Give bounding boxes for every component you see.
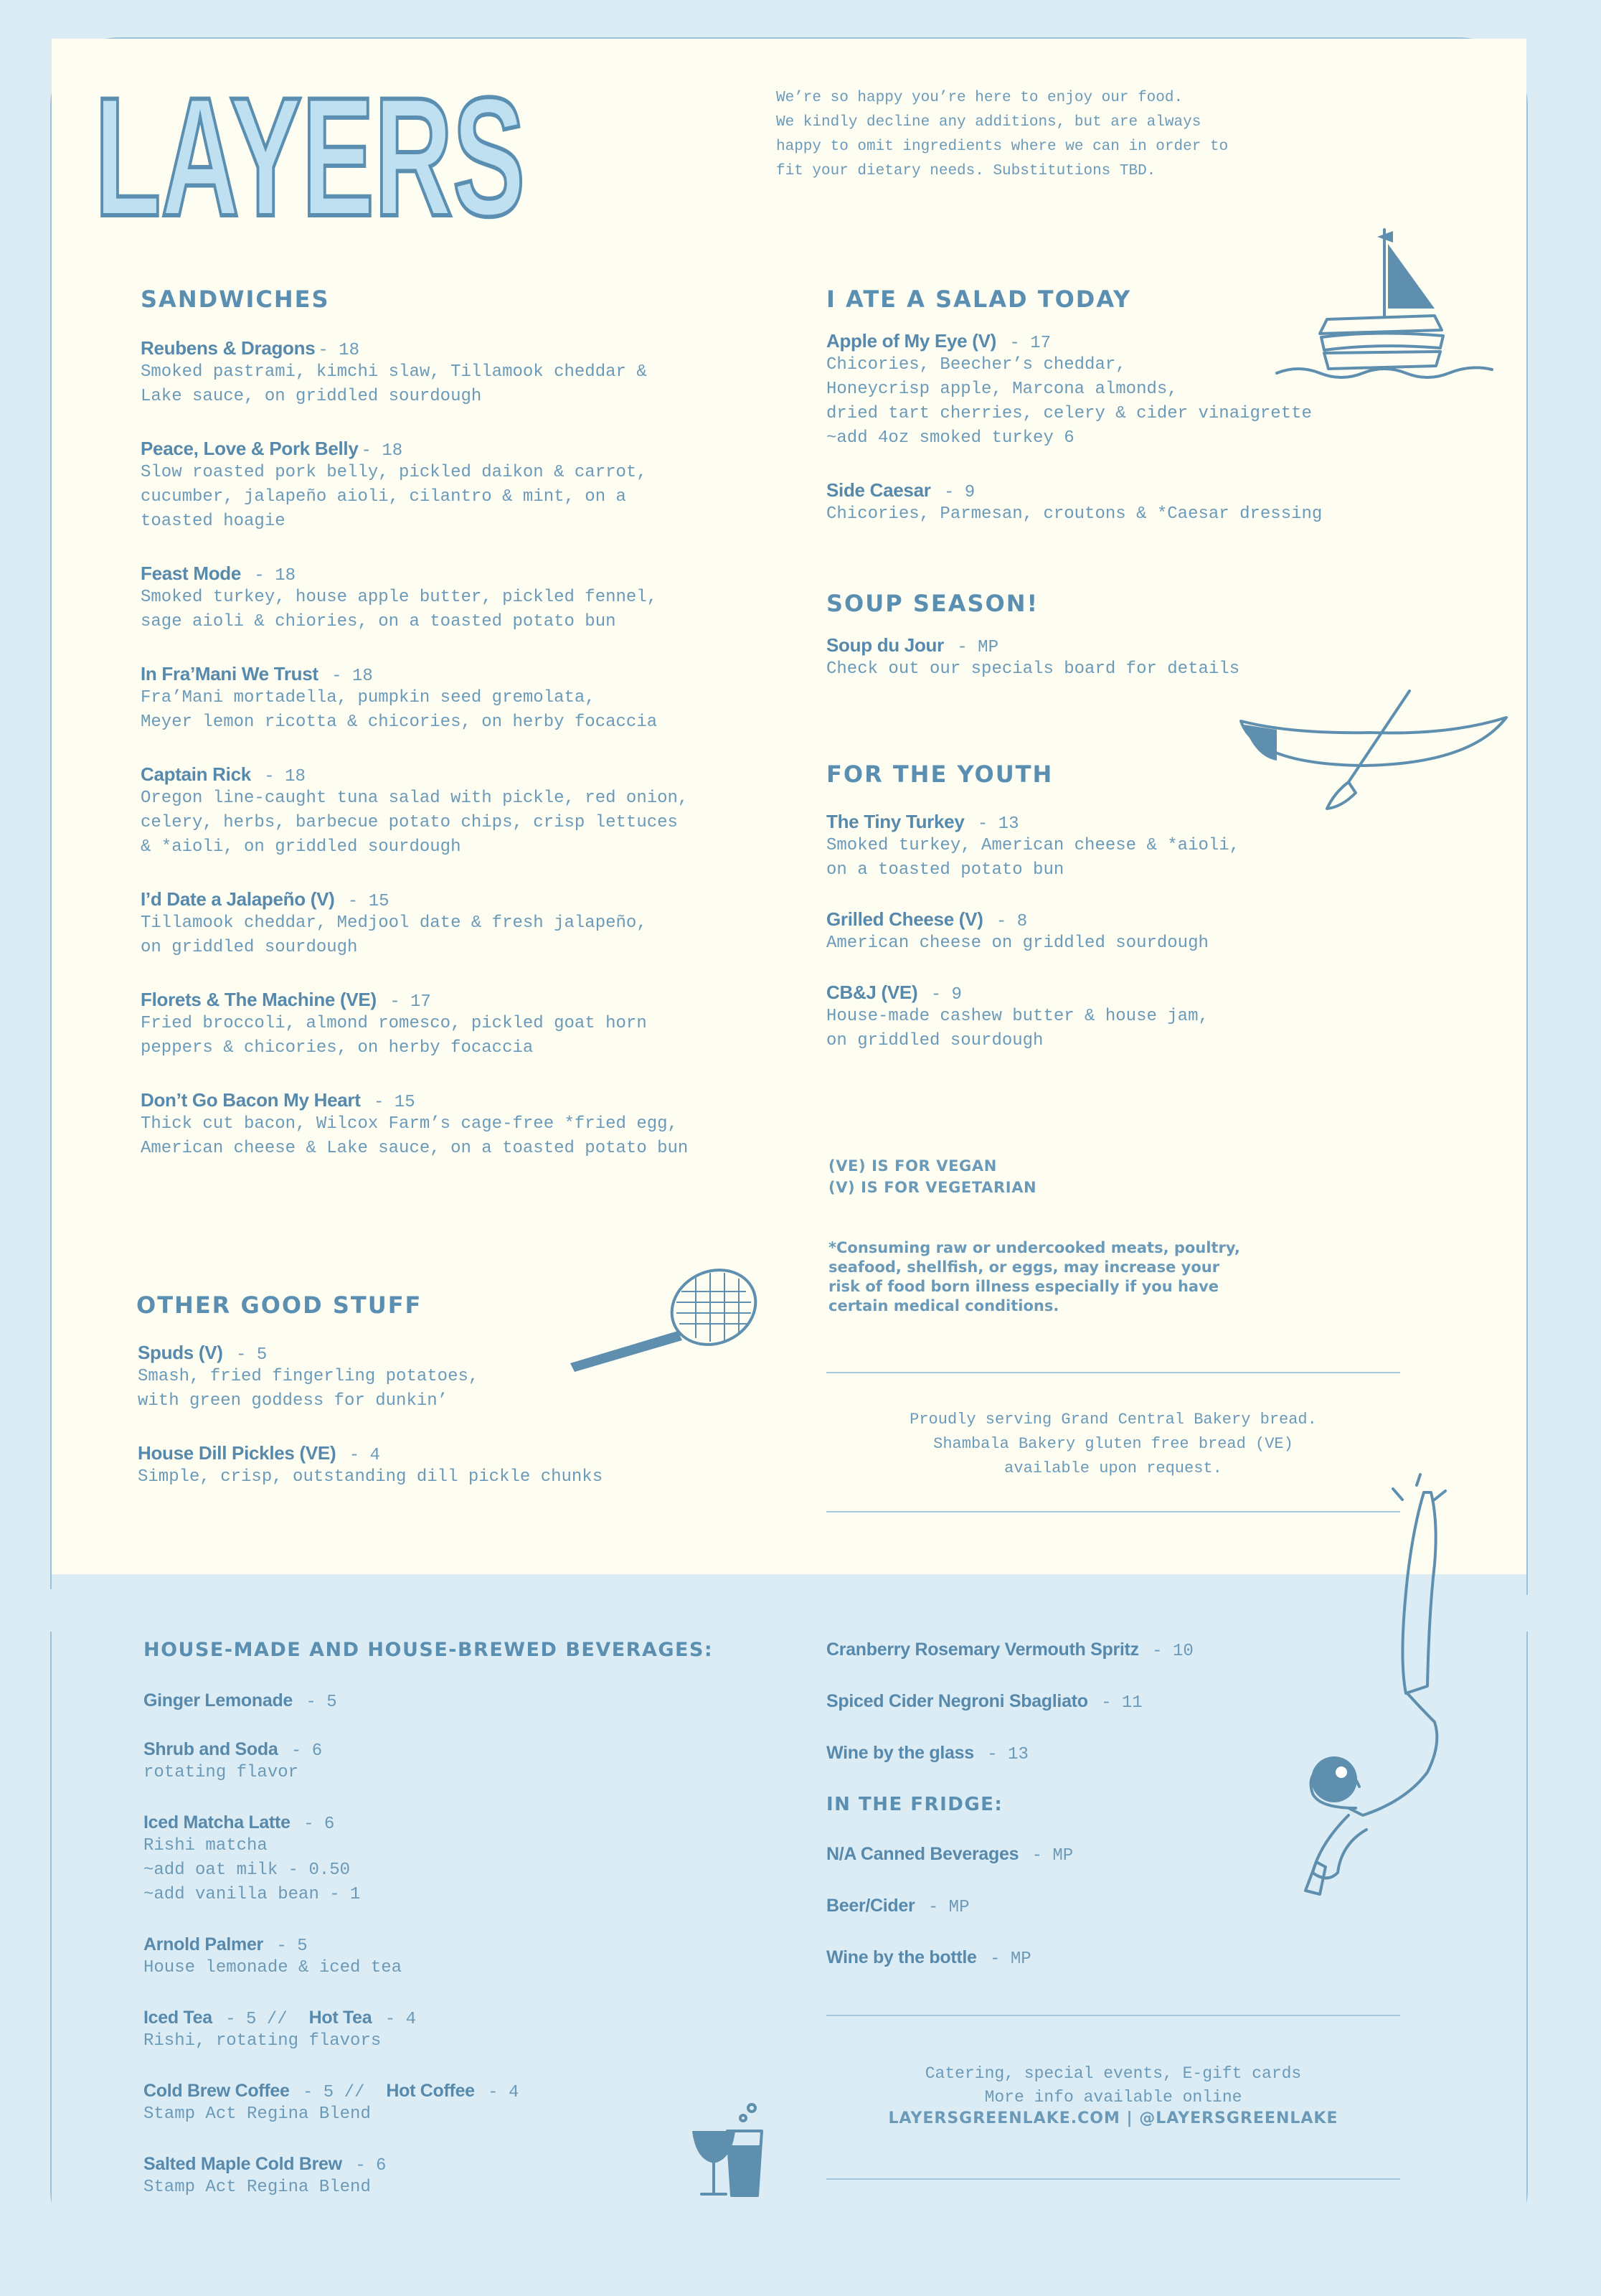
menu-item-description: Oregon line-caught tuna salad with pickle, red onion, celery, herbs, barbecue potato chips, crisp lettuces & *aioli, on griddled sourdough [141, 789, 689, 857]
menu-item-price: - 15 [337, 892, 389, 911]
menu-item [826, 982, 1458, 1053]
menu-item-name: House Dill Pickles (VE) [138, 1442, 336, 1464]
menu-item-description: American cheese on griddled sourdough [826, 933, 1209, 953]
menu-item-price: - MP [979, 1949, 1031, 1969]
menu-item-price: - 4 [477, 2083, 519, 2102]
menu-item-description: Check out our specials board for details [826, 659, 1240, 679]
menu-item-header [141, 1089, 786, 1112]
menu-item-header [138, 1442, 712, 1465]
tennis-racket-icon [563, 1263, 768, 1378]
youth-list [826, 811, 1458, 1079]
menu-item [826, 634, 1458, 682]
menu-item [141, 1089, 786, 1161]
menu-item-description: Fried broccoli, almond romesco, pickled goat horn peppers & chicories, on herby focaccia [141, 1014, 647, 1058]
menu-item-name: Hot Coffee [386, 2081, 475, 2101]
menu-item-description: House lemonade & iced tea [143, 1958, 402, 1977]
menu-item-description: Smoked turkey, house apple butter, pickled fennel, sage aioli & chiories, on a toasted potato bun [141, 588, 658, 631]
menu-item [141, 888, 786, 960]
menu-item [826, 479, 1458, 527]
menu-item-header [141, 337, 786, 360]
beverages-heading: HOUSE-MADE AND HOUSE-BREWED BEVERAGES: [143, 1639, 714, 1661]
menu-item-header [141, 663, 786, 686]
menu-item-price: - 10 [1141, 1642, 1194, 1661]
menu-item-header [141, 763, 786, 786]
menu-item-price: - 18 [244, 566, 296, 585]
youth-heading: FOR THE YOUTH [826, 761, 1054, 788]
sandwiches-list [141, 337, 786, 1190]
menu-item [143, 1934, 760, 1980]
menu-item-header [143, 2081, 760, 2102]
other-heading: OTHER GOOD STUFF [136, 1292, 422, 1319]
website-link[interactable]: LAYERSGREENLAKE.COM | @LAYERSGREENLAKE [888, 2109, 1338, 2127]
menu-item-description: Chicories, Beecher’s cheddar, Honeycrisp apple, Marcona almonds, dried tart cherries, celery & cider vinaigrette ~add 4oz smoked turkey 6 [826, 355, 1312, 448]
diver-icon [1241, 1471, 1499, 1959]
menu-item [143, 1739, 760, 1785]
menu-item-price: - MP [946, 638, 998, 657]
menu-item-price: - 18 [253, 767, 306, 786]
menu-item-price: - 17 [379, 992, 431, 1012]
bread-note: Proudly serving Grand Central Bakery bread. Shambala Bakery gluten free bread (VE) available upon request. [910, 1411, 1317, 1477]
menu-item-price: - 15 [363, 1093, 415, 1112]
menu-item-name: Salted Maple Cold Brew [143, 2154, 342, 2174]
menu-item-header [141, 989, 786, 1012]
menu-item-header [826, 982, 1458, 1004]
divider [826, 2178, 1400, 2180]
menu-item-price: - 8 [986, 912, 1028, 931]
menu-item-name: Grilled Cheese (V) [826, 908, 983, 930]
menu-item [141, 763, 786, 860]
menu-item-price: - 11 [1090, 1693, 1143, 1713]
menu-item [826, 908, 1458, 956]
menu-item-header [141, 888, 786, 911]
menu-item-description: Stamp Act Regina Blend [143, 2104, 371, 2124]
menu-item-description: Smoked turkey, American cheese & *aioli, on a toasted potato bun [826, 836, 1240, 880]
menu-item-description: Stamp Act Regina Blend [143, 2178, 371, 2197]
menu-item-name: The Tiny Turkey [826, 811, 965, 832]
menu-item-description: Slow roasted pork belly, pickled daikon & carrot, cucumber, jalapeño aioli, cilantro & mint, on a toasted hoagie [141, 463, 647, 531]
menu-item-name: Shrub and Soda [143, 1739, 278, 1759]
menu-item-name: Beer/Cider [826, 1896, 915, 1916]
menu-item [141, 438, 786, 534]
menu-item-description: Smash, fried fingerling potatoes, with green goddess for dunkin’ [138, 1367, 479, 1411]
menu-item [141, 563, 786, 634]
menu-item-price: - 5 [265, 1937, 308, 1956]
brand-logo [92, 59, 537, 252]
menu-item [141, 663, 786, 735]
menu-item-description: House-made cashew butter & house jam, on griddled sourdough [826, 1007, 1209, 1050]
menu-item-name: Peace, Love & Pork Belly [141, 438, 359, 459]
menu-item-price: - 13 [967, 814, 1019, 834]
menu-item-name: CB&J (VE) [826, 982, 918, 1003]
menu-item [141, 989, 786, 1060]
salad-heading: I ATE A SALAD TODAY [826, 286, 1132, 313]
menu-item-price: - MP [1021, 1846, 1074, 1866]
menu-item-price: - 4 [374, 2010, 416, 2029]
menu-item-header [826, 634, 1458, 657]
menu-item-price: - 9 [920, 985, 962, 1004]
menu-item-price: - 4 [339, 1446, 380, 1465]
sandwiches-heading: SANDWICHES [141, 286, 330, 313]
menu-item-header [826, 908, 1458, 931]
brand-logo-text: LAYERS [95, 62, 525, 252]
menu-item-name: Soup du Jour [826, 634, 944, 656]
menu-item-price: - 5 [225, 1345, 268, 1365]
menu-item-name: Captain Rick [141, 763, 251, 785]
menu-item-price: - 6 [293, 1815, 335, 1834]
menu-item [141, 337, 786, 409]
divider [826, 2015, 1400, 2016]
menu-item-price: - 17 [999, 334, 1052, 353]
menu-item-name: Apple of My Eye (V) [826, 330, 996, 352]
diet-legend: (VE) IS FOR VEGAN (V) IS FOR VEGETARIAN [828, 1157, 1037, 1196]
menu-item-price: - 6 [280, 1741, 323, 1761]
menu-item-description: Rishi matcha ~add oat milk - 0.50 ~add vanilla bean - 1 [143, 1836, 361, 1904]
menu-item-description: Chicories, Parmesan, croutons & *Caesar dressing [826, 504, 1323, 524]
menu-item-name: Wine by the glass [826, 1743, 974, 1763]
sandwich-sailboat-icon [1270, 222, 1499, 395]
menu-item-header [143, 1739, 760, 1761]
menu-item-price: - 5 [296, 1693, 337, 1712]
menu-item-description: Thick cut bacon, Wilcox Farm’s cage-free *fried egg, American cheese & Lake sauce, on a toasted potato bun [141, 1114, 689, 1158]
menu-item-price: - 5 // [292, 2083, 365, 2102]
footer-line2: More info available online [984, 2088, 1242, 2107]
divider [826, 1372, 1400, 1373]
menu-item-header [143, 1934, 760, 1956]
menu-item-price: - 18 [361, 441, 403, 461]
soda-glass-icon [723, 2102, 766, 2203]
menu-item [143, 1690, 760, 1712]
menu-item-price: - 6 [344, 2156, 387, 2175]
menu-item-name: Spiced Cider Negroni Sbagliato [826, 1691, 1088, 1711]
menu-item-name: Florets & The Machine (VE) [141, 989, 377, 1010]
menu-item-name: Iced Tea [143, 2008, 212, 2028]
soup-heading: SOUP SEASON! [826, 590, 1039, 617]
menu-item-name: Hot Tea [308, 2008, 372, 2028]
menu-item-header [141, 563, 786, 585]
menu-item-description: Rishi, rotating flavors [143, 2031, 382, 2051]
menu-item-name: Iced Matcha Latte [143, 1812, 291, 1832]
fridge-heading: IN THE FRIDGE: [826, 1794, 1003, 1815]
menu-item-description: Tillamook cheddar, Medjool date & fresh jalapeño, on griddled sourdough [141, 913, 647, 957]
menu-item-name: Cranberry Rosemary Vermouth Spritz [826, 1639, 1139, 1660]
menu-item [143, 1812, 760, 1907]
menu-item-header [141, 438, 786, 461]
menu-item [826, 811, 1458, 883]
menu-item-header [143, 2008, 760, 2029]
menu-item-header [826, 811, 1458, 834]
menu-item-description: Simple, crisp, outstanding dill pickle chunks [138, 1467, 603, 1487]
menu-item-description: Smoked pastrami, kimchi slaw, Tillamook cheddar & Lake sauce, on griddled sourdough [141, 362, 647, 406]
intro-text: We’re so happy you’re here to enjoy our food. We kindly decline any additions, but are always happy to omit ingredients where we can in order to fit your dietary needs. Substitutions TBD. [776, 90, 1229, 179]
menu-item-name: Wine by the bottle [826, 1947, 977, 1967]
footer-line1: Catering, special events, E-gift cards [925, 2064, 1302, 2083]
menu-item [138, 1442, 712, 1490]
menu-item-name: Ginger Lemonade [143, 1690, 293, 1711]
menu-item [143, 2008, 760, 2053]
menu-item-description: Fra’Mani mortadella, pumpkin seed gremolata, Meyer lemon ricotta & chicories, on herby focaccia [141, 688, 658, 732]
menu-item-name: Feast Mode [141, 563, 242, 584]
menu-item-price: - 18 [321, 667, 373, 686]
menu-item-name: Spuds (V) [138, 1342, 223, 1363]
menu-item-name: Arnold Palmer [143, 1934, 263, 1954]
menu-item-name: I’d Date a Jalapeño (V) [141, 888, 335, 910]
menu-item-price: - 13 [976, 1745, 1029, 1764]
menu-item-price: - 5 // [214, 2010, 288, 2029]
menu-item-name: Don’t Go Bacon My Heart [141, 1089, 361, 1111]
menu-item-name: Reubens & Dragons [141, 337, 316, 359]
menu-item-price: - MP [917, 1898, 970, 1917]
canoe-icon [1234, 685, 1513, 822]
food-safety-warning: *Consuming raw or undercooked meats, poultry, seafood, shellfish, or eggs, may increase your risk of food born illness especially if you have certain medical conditions. [828, 1239, 1240, 1314]
menu-item-name: Cold Brew Coffee [143, 2081, 290, 2101]
menu-item-header [143, 1812, 760, 1834]
menu-item-price: - 9 [933, 483, 976, 502]
menu-item-description: rotating flavor [143, 1763, 299, 1782]
menu-item-header [826, 479, 1458, 502]
menu-item-header [143, 1690, 760, 1712]
menu-item-name: Side Caesar [826, 479, 931, 501]
menu-item-name: N/A Canned Beverages [826, 1844, 1019, 1864]
menu-item-name: In Fra’Mani We Trust [141, 663, 318, 684]
menu-item-price: - 18 [318, 341, 359, 360]
